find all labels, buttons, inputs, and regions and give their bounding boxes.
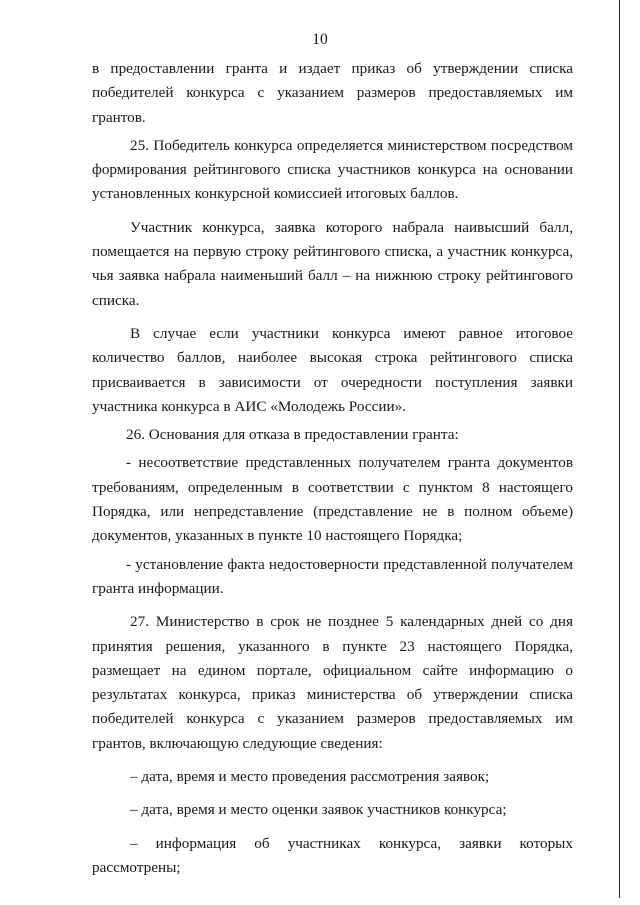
paragraph-25: 25. Победитель конкурса определяется министерством посредством формирования рейтингового списка участников конкурса на основании установленных конкурсной комиссией итоговых баллов.	[92, 136, 573, 203]
paragraph-top-rank: Участник конкурса, заявка которого набрала наивысший балл, помещается на первую строку рейтингового списка, а участник конкурса, чья заявка набрала наименьший балл – на нижнюю строку рейтингового списка.	[92, 218, 573, 309]
page-number: 10	[312, 31, 328, 48]
paragraph-26: 26. Основания для отказа в предоставлении гранта:	[126, 426, 459, 444]
refusal-ground-1: - несоответствие представленных получателем гранта документов требованиям, определенным в соответствии с пунктом 8 настоящего Порядка, или непредставление (представление не в полном объеме) документов, указанных в пункте 10 настоящего Порядка;	[92, 454, 573, 545]
paragraph-equal-score: В случае если участники конкурса имеют равное итоговое количество баллов, наиболее высокая строка рейтингового списка присваивается в зависимости от очередности поступления заявки участника конкурса в АИС «Молодежь России».	[92, 324, 573, 415]
info-item-participants: – информация об участниках конкурса, заявки которых рассмотрены;	[92, 834, 573, 876]
page-edge-line	[619, 0, 620, 898]
info-item-evaluation: – дата, время и место оценки заявок участников конкурса;	[130, 801, 507, 819]
paragraph-continuation: в предоставлении гранта и издает приказ об утверждении списка победителей конкурса с указанием размеров предоставляемых им грантов.	[92, 60, 573, 126]
refusal-ground-2: - установление факта недостоверности представленной получателем гранта информации.	[92, 555, 573, 597]
paragraph-27: 27. Министерство в срок не позднее 5 календарных дней со дня принятия решения, указанного в пункте 23 настоящего Порядка, размещает на едином портале, официальном сайте информацию о результатах конкурса, приказ министерства об утверждении списка победителей конкурса с указанием размеров предоставляемых им грантов, включающую следующие сведения:	[92, 613, 573, 752]
document-body	[92, 57, 573, 880]
info-item-review: – дата, время и место проведения рассмотрения заявок;	[130, 768, 490, 786]
